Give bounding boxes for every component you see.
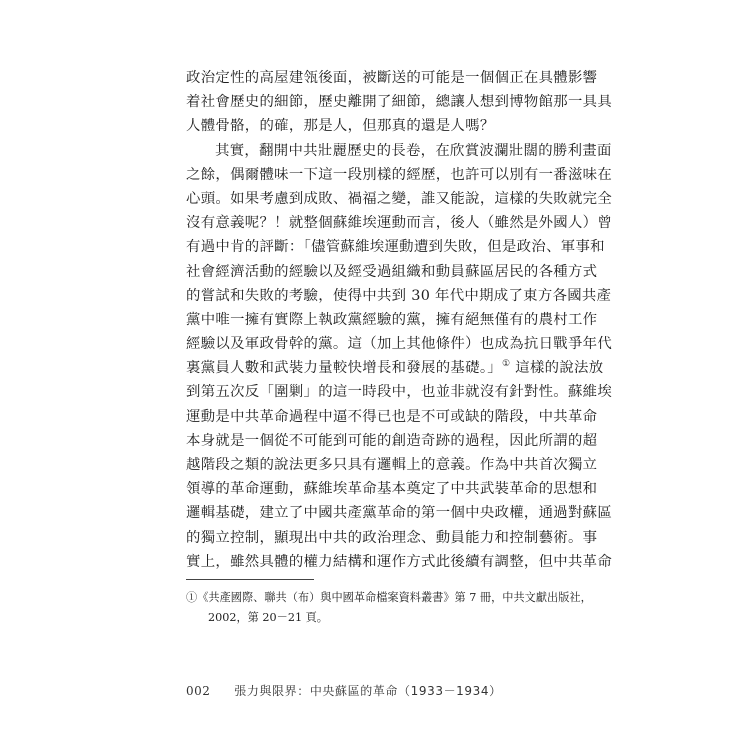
body-line-with-note <box>186 356 604 380</box>
body-line: 的嘗試和失敗的考驗，使得中共到 30 年代中期成了東方各國共產 <box>186 287 612 304</box>
body-line-tail: 這樣的說法放 <box>510 360 604 377</box>
footnote-reference-mark: ① <box>502 359 511 370</box>
body-line: 領導的革命運動，蘇維埃革命基本奠定了中共武裝革命的思想和 <box>186 481 598 498</box>
body-line: 實上，雖然具體的權力結構和運作方式此後續有調整，但中共革命 <box>186 553 613 570</box>
body-text <box>186 66 613 574</box>
body-line: 沒有意義呢？！就整個蘇維埃運動而言，後人（雖然是外國人）曾 <box>186 215 613 232</box>
body-line: 政治定性的高屋建瓴後面，被斷送的可能是一個個正在具體影響 <box>186 70 598 86</box>
body-line: 越階段之類的說法更多只具有邏輯上的意義。作為中共首次獨立 <box>186 457 598 473</box>
body-line: 社會經濟活動的經驗以及經受過組織和動員蘇區居民的各種方式 <box>186 263 598 280</box>
footnote-divider <box>186 579 314 580</box>
paragraph-start-line: 其實，翻開中共壯麗歷史的長卷，在欣賞波瀾壯闊的勝利畫面 <box>215 142 612 159</box>
footnote-continuation: 2002，第 20－21 頁。 <box>208 611 328 624</box>
footnote-mark: ① <box>186 591 198 604</box>
body-line: 着社會歷史的細節，歷史離開了細節，總讓人想到博物館那一具具 <box>186 94 613 111</box>
page-number: 002 <box>186 684 211 698</box>
body-line-text: 裏黨員人數和武裝力量較快增長和發展的基礎。」 <box>186 360 502 377</box>
body-line: 的獨立控制，顯現出中共的政治理念、動員能力和控制藝術。事 <box>186 529 598 546</box>
body-line: 到第五次反「圍剿」的這一時段中，也並非就沒有針對性。蘇維埃 <box>186 384 613 401</box>
body-line: 經驗以及軍政骨幹的黨。這（加上其他條件）也成為抗日戰爭年代 <box>186 336 613 353</box>
running-footer <box>186 682 502 699</box>
body-line: 黨中唯一擁有實際上執政黨經驗的黨，擁有絕無僅有的農村工作 <box>186 311 598 328</box>
footnote <box>186 588 592 628</box>
body-line: 之餘，偶爾體味一下這一段別樣的經歷，也許可以別有一番滋味在 <box>186 166 613 183</box>
footnote-text: 《共產國際、聯共（布）與中國革命檔案資料叢書》第 7 冊，中共文獻出版社， <box>197 591 592 604</box>
body-line: 有過中肯的評斷：「儘管蘇維埃運動遭到失敗，但是政治、軍事和 <box>186 239 605 256</box>
body-line: 心頭。如果考慮到成敗、禍福之變，誰又能說，這樣的失敗就完全 <box>186 190 613 207</box>
body-line: 運動是中共革命過程中逼不得已也是不可或缺的階段，中共革命 <box>186 408 598 425</box>
footnote-line <box>186 588 592 608</box>
book-title: 張力與限界：中央蘇區的革命（1933－1934） <box>234 684 502 698</box>
body-line: 人體骨骼，的確，那是人，但那真的還是人嗎？ <box>186 118 495 135</box>
body-line: 邏輯基礎，建立了中國共產黨革命的第一個中央政權，通過對蘇區 <box>186 505 613 522</box>
body-line: 本身就是一個從不可能到可能的創造奇跡的過程，因此所謂的超 <box>186 432 598 449</box>
